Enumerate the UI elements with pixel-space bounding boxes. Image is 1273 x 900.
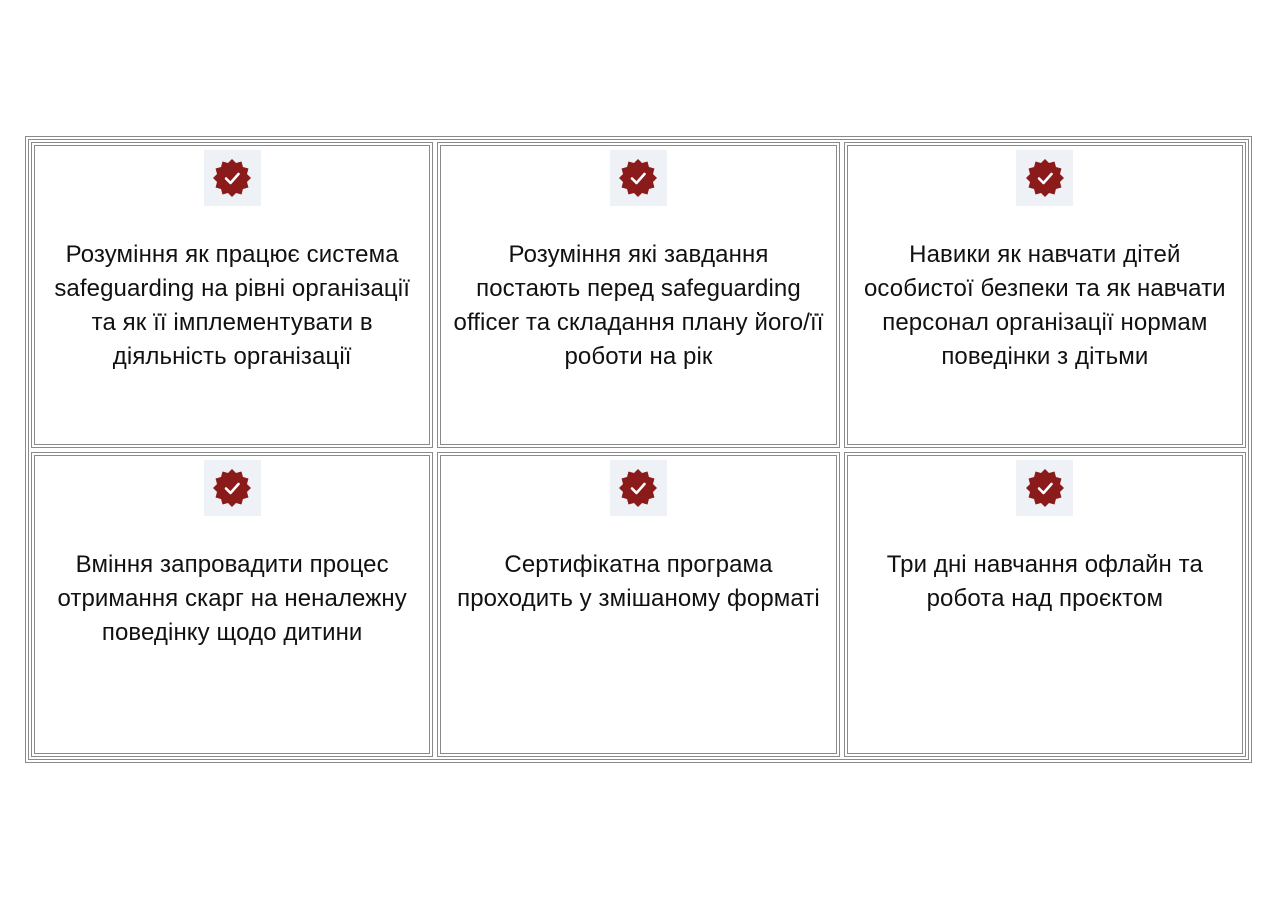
feature-text: Вміння запровадити процес отримання скарг на неналежну поведінку щодо дитини — [57, 550, 407, 646]
feature-cell — [437, 452, 839, 758]
check-badge-icon — [618, 158, 658, 198]
features-table — [25, 136, 1252, 763]
badge-container — [1016, 460, 1073, 516]
feature-text: Навики як навчати дітей особистої безпеки та як навчати персонал організації нормам поведінки з дітьми — [863, 241, 1226, 370]
check-badge-icon — [212, 468, 252, 508]
feature-cell — [437, 142, 839, 448]
feature-text: Розуміння як працює система safeguarding на рівні організації та як її імплементувати в діяльність організації — [54, 241, 410, 370]
badge-container — [610, 460, 667, 516]
feature-text: Сертифікатна програма проходить у змішаному форматі — [457, 550, 820, 612]
badge-container — [204, 150, 261, 206]
check-badge-icon — [1025, 158, 1065, 198]
badge-container — [1016, 150, 1073, 206]
check-badge-icon — [212, 158, 252, 198]
feature-cell — [844, 452, 1246, 758]
check-badge-icon — [618, 468, 658, 508]
check-badge-icon — [1025, 468, 1065, 508]
feature-text: Розуміння які завдання постають перед safeguarding officer та складання плану його/її роботи на рік — [453, 241, 824, 370]
feature-cell — [31, 452, 433, 758]
feature-text: Три дні навчання офлайн та робота над проєктом — [886, 550, 1203, 612]
badge-container — [204, 460, 261, 516]
feature-cell — [844, 142, 1246, 448]
feature-cell — [31, 142, 433, 448]
badge-container — [610, 150, 667, 206]
